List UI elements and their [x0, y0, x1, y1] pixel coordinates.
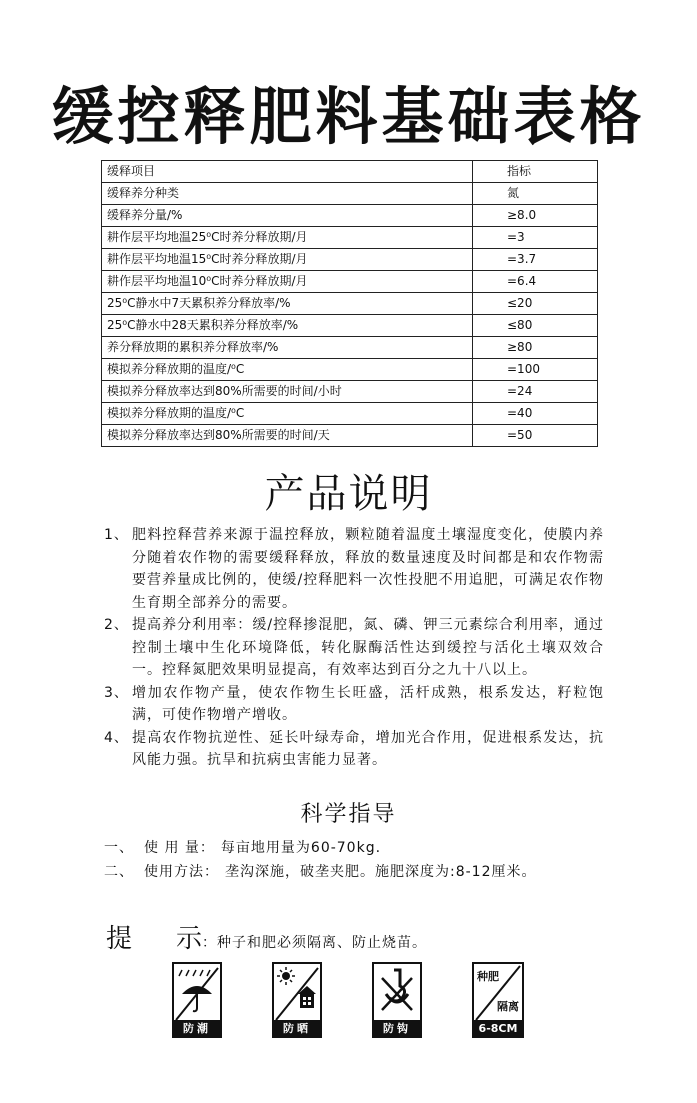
table-cell-item: 模拟养分释放期的温度/⁰C [102, 403, 473, 425]
list-item-text: 提高养分利用率：缓/控释掺混肥，氮、磷、钾三元素综合利用率，通过控制土壤中生化环境降低，转化脲酶活性达到缓控与活化土壤双效合一。控释氮肥效果明显提高，有效率达到百分之九十八以上。 [132, 617, 604, 678]
guide-line [104, 860, 624, 884]
table-cell-value: =3.7 [473, 249, 598, 271]
icon-top-text: 种肥 [477, 970, 499, 983]
list-item [104, 524, 604, 614]
list-item [104, 682, 604, 727]
table-cell-item: 25⁰C静水中7天累积养分释放率/% [102, 293, 473, 315]
warning-icons [172, 962, 532, 1042]
seed-fertilizer-separate-icon [472, 962, 524, 1038]
table-header-item: 缓释项目 [102, 161, 473, 183]
table-row [102, 271, 598, 293]
table-row [102, 403, 598, 425]
guide-title: 科学指导 [300, 802, 397, 827]
table-cell-item: 模拟养分释放率达到80%所需要的时间/天 [102, 425, 473, 447]
list-item-number: 3、 [104, 684, 129, 701]
icon-caption: 防晒 [272, 1020, 322, 1038]
table-row [102, 337, 598, 359]
guide-line [104, 836, 624, 860]
icon-caption: 6-8CM [472, 1020, 524, 1038]
table-cell-item: 缓释养分种类 [102, 183, 473, 205]
table-cell-value: ≥8.0 [473, 205, 598, 227]
table-cell-value: =50 [473, 425, 598, 447]
table-cell-value: =40 [473, 403, 598, 425]
table-cell-item: 模拟养分释放率达到80%所需要的时间/小时 [102, 381, 473, 403]
tip-text: ：种子和肥必须隔离、防止烧苗。 [202, 935, 428, 951]
table-row [102, 205, 598, 227]
guide-line-num: 一、 [104, 840, 134, 856]
list-item-text: 提高农作物抗逆性、延长叶绿寿命，增加光合作用，促进根系发达，抗风能力强。抗旱和抗病虫害能力显著。 [132, 729, 604, 768]
umbrella-icon [172, 962, 222, 1038]
table-cell-value: ≤20 [473, 293, 598, 315]
list-item-text: 肥料控释营养来源于温控释放，颗粒随着温度土壤湿度变化，使膜内养分随着农作物的需要缓释释放，释放的数量速度及时间都是和农作物需要营养量成比例的，使缓/控释肥料一次性投肥不用追肥，可满足农作物生育期全部养分的需要。 [132, 527, 604, 611]
list-item-number: 1、 [104, 527, 129, 543]
table-cell-value: ≤80 [473, 315, 598, 337]
spec-table [101, 160, 598, 447]
guide-line-label: 使 用 量： [144, 840, 215, 856]
guide-lines [104, 836, 624, 884]
no-hook-icon [372, 962, 422, 1038]
table-cell-item: 养分释放期的累积养分释放率/% [102, 337, 473, 359]
list-item [104, 727, 604, 772]
table-row [102, 381, 598, 403]
icon-caption: 防钩 [372, 1020, 422, 1038]
table-cell-value: =100 [473, 359, 598, 381]
tip-char-2: 示 [176, 924, 203, 954]
table-cell-value: =3 [473, 227, 598, 249]
product-items [104, 524, 604, 772]
icon-bottom-text: 隔离 [497, 1000, 519, 1013]
table-row [102, 183, 598, 205]
product-title: 产品说明 [264, 471, 433, 517]
table-cell-item: 耕作层平均地温10⁰C时养分释放期/月 [102, 271, 473, 293]
table-cell-value: =24 [473, 381, 598, 403]
table-row [102, 315, 598, 337]
guide-line-text: 每亩地用量为60-70kg. [220, 840, 382, 856]
table-row [102, 359, 598, 381]
table-cell-value: 氮 [473, 183, 598, 205]
guide-line-text: 垄沟深施，破垄夹肥。施肥深度为:8-12厘米。 [225, 864, 537, 880]
table-cell-value: =6.4 [473, 271, 598, 293]
list-item [104, 614, 604, 682]
table-cell-item: 耕作层平均地温15⁰C时养分释放期/月 [102, 249, 473, 271]
table-row [102, 249, 598, 271]
list-item-number: 2、 [104, 617, 129, 633]
tip-line [106, 918, 427, 955]
table-header-value: 指标 [473, 161, 598, 183]
table-cell-value: ≥80 [473, 337, 598, 359]
list-item-number: 4、 [104, 729, 129, 746]
guide-line-num: 二、 [104, 864, 134, 880]
list-item-text: 增加农作物产量，使农作物生长旺盛，活杆成熟，根系发达，籽粒饱满，可使作物增产增收。 [132, 684, 604, 723]
table-cell-item: 25⁰C静水中28天累积养分释放率/% [102, 315, 473, 337]
icon-caption: 防潮 [172, 1020, 222, 1038]
guide-line-label: 使用方法： [144, 864, 219, 880]
table-cell-item: 模拟养分释放期的温度/⁰C [102, 359, 473, 381]
table-header-row [102, 161, 598, 183]
table-cell-item: 缓释养分量/% [102, 205, 473, 227]
table-row [102, 293, 598, 315]
page-title: 缓控释肥料基础表格 [51, 80, 646, 153]
tip-char-1: 提 [106, 924, 133, 954]
table-cell-item: 耕作层平均地温25⁰C时养分释放期/月 [102, 227, 473, 249]
table-row [102, 425, 598, 447]
table-row [102, 227, 598, 249]
sun-house-icon [272, 962, 322, 1038]
